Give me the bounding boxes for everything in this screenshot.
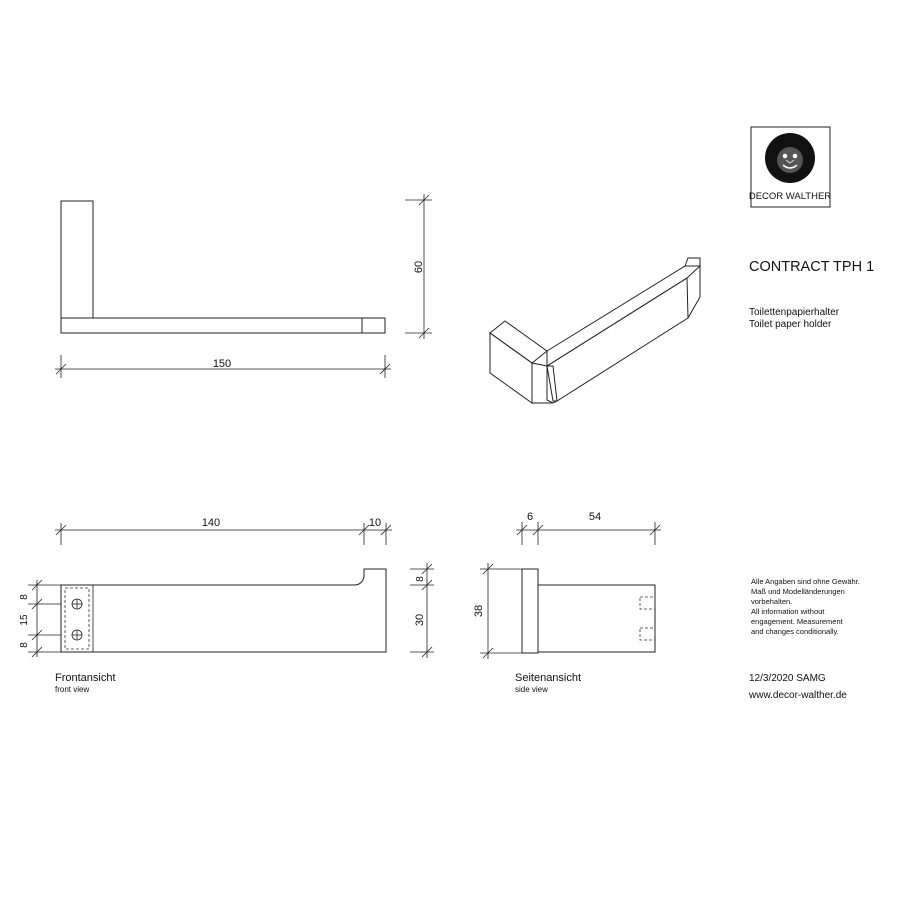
brand-name: DECOR WALTHER xyxy=(748,191,832,202)
top-height-dimension xyxy=(405,194,432,339)
front-view-plate xyxy=(61,585,93,652)
side-thickness-label: 6 xyxy=(526,511,534,523)
top-height-label: 60 xyxy=(413,260,425,274)
front-top-offset-label: 8 xyxy=(415,576,426,582)
side-height-dimension xyxy=(473,563,522,659)
disclaimer-line-5: engagement. Measurement xyxy=(751,617,843,626)
disclaimer-line-3: vorbehalten. xyxy=(751,597,793,606)
front-height-dimension xyxy=(410,563,434,658)
side-height-label: 38 xyxy=(473,604,485,618)
front-length-dimension xyxy=(55,517,392,545)
iso-arm-front xyxy=(547,278,688,401)
side-view xyxy=(473,511,661,659)
side-depth-dimension xyxy=(516,511,661,545)
front-height-label: 30 xyxy=(414,613,426,627)
disclaimer-line-6: and changes conditionally. xyxy=(751,627,839,636)
plate-bottom-label: 8 xyxy=(19,642,30,648)
iso-arm-lip xyxy=(685,258,700,266)
side-depth-label: 54 xyxy=(588,511,602,523)
front-view-subtitle: front view xyxy=(55,685,90,694)
top-view-arm xyxy=(61,318,385,333)
top-view-wall-plate xyxy=(61,201,93,318)
top-width-dimension xyxy=(55,355,391,378)
brand-logo xyxy=(749,127,831,207)
screw-bottom-icon xyxy=(72,630,82,640)
side-view-subtitle: side view xyxy=(515,685,548,694)
iso-plate-front xyxy=(490,333,532,403)
front-view xyxy=(19,517,434,658)
disclaimer xyxy=(751,577,860,636)
side-view-hidden-bottom xyxy=(640,628,655,640)
disclaimer-line-1: Alle Angaben sind ohne Gewähr. xyxy=(751,577,860,586)
website-link[interactable]: www.decor-walther.de xyxy=(749,690,847,701)
side-view-hidden-top xyxy=(640,597,655,609)
side-view-arm xyxy=(538,585,655,652)
product-model: CONTRACT TPH 1 xyxy=(749,259,875,275)
product-name-de: Toilettenpapierhalter xyxy=(749,307,840,318)
disclaimer-line-2: Maß und Modelländerungen xyxy=(751,587,845,596)
front-end-label: 10 xyxy=(368,517,382,529)
front-length-label: 140 xyxy=(201,517,221,529)
isometric-view xyxy=(490,258,700,403)
plate-dimension xyxy=(19,580,61,657)
lion-head-icon xyxy=(765,133,815,183)
top-view xyxy=(55,194,432,378)
screw-top-icon xyxy=(72,599,82,609)
product-name-en: Toilet paper holder xyxy=(749,319,832,330)
front-view-outline xyxy=(61,569,386,652)
disclaimer-line-4: All information without xyxy=(751,607,825,616)
plate-top-label: 8 xyxy=(19,594,30,600)
side-view-plate xyxy=(522,569,538,653)
plate-mid-label: 15 xyxy=(19,614,30,626)
drawing-date: 12/3/2020 SAMG xyxy=(749,673,826,684)
top-width-label: 150 xyxy=(212,358,232,370)
iso-plate-top xyxy=(490,321,547,363)
side-view-title: Seitenansicht xyxy=(515,672,582,684)
front-view-title: Frontansicht xyxy=(55,672,116,684)
